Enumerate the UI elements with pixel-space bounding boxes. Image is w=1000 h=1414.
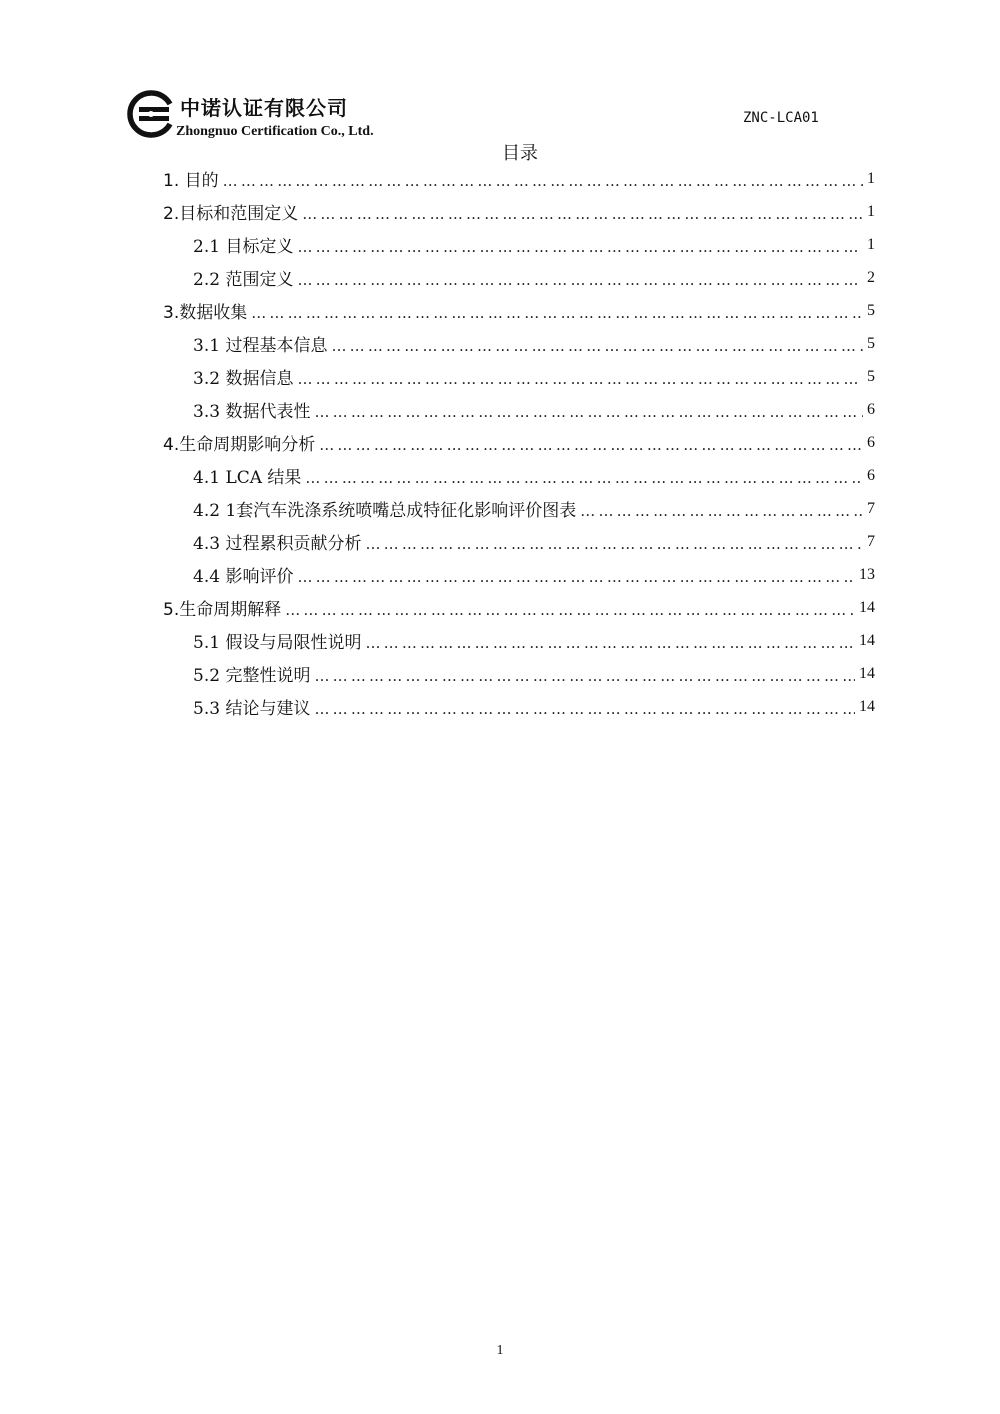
- toc-entry-page: 6: [867, 466, 875, 484]
- toc-entry[interactable]: [163, 525, 875, 558]
- toc-entry-page: 14: [859, 631, 875, 649]
- toc-entry-label: 5.2 完整性说明: [193, 666, 311, 686]
- toc-entry[interactable]: [163, 459, 875, 492]
- toc-entry-page: 5: [867, 334, 875, 352]
- toc-leader-dots: [365, 634, 855, 652]
- toc-entry[interactable]: [163, 261, 875, 294]
- toc-entry-page: 1: [867, 235, 875, 253]
- table-of-contents: [163, 162, 875, 723]
- document-code: ZNC-LCA01: [743, 110, 819, 126]
- toc-entry-page: 5: [867, 367, 875, 385]
- toc-entry-label: 3.数据收集: [163, 303, 248, 323]
- toc-leader-dots: [305, 469, 863, 487]
- toc-entry-page: 6: [867, 400, 875, 418]
- company-name-en: Zhongnuo Certification Co., Ltd.: [176, 124, 374, 139]
- toc-entry-page: 14: [859, 598, 875, 616]
- toc-entry[interactable]: [163, 690, 875, 723]
- toc-entry[interactable]: [163, 393, 875, 426]
- toc-entry[interactable]: [163, 426, 875, 459]
- toc-entry-label: 3.3 数据代表性: [193, 402, 311, 422]
- toc-leader-dots: [580, 502, 863, 520]
- toc-entry[interactable]: [163, 657, 875, 690]
- toc-entry[interactable]: [163, 294, 875, 327]
- toc-entry-label: 4.4 影响评价: [193, 567, 294, 587]
- toc-entry-label: 2.1 目标定义: [193, 237, 294, 257]
- toc-entry-label: 3.2 数据信息: [193, 369, 294, 389]
- toc-entry-label: 5.3 结论与建议: [193, 699, 311, 719]
- toc-entry-page: 14: [859, 664, 875, 682]
- toc-entry[interactable]: [163, 558, 875, 591]
- toc-entry-label: 3.1 过程基本信息: [193, 336, 328, 356]
- toc-entry-label: 5.1 假设与局限性说明: [193, 633, 362, 653]
- toc-leader-dots: [365, 535, 863, 553]
- toc-entry[interactable]: [163, 162, 875, 195]
- toc-leader-dots: [297, 271, 863, 289]
- toc-entry-page: 6: [867, 433, 875, 451]
- toc-entry-label: 2.2 范围定义: [193, 270, 294, 290]
- toc-entry-label: 1. 目的: [163, 171, 219, 191]
- toc-entry[interactable]: [163, 360, 875, 393]
- toc-entry-label: 4.生命周期影响分析: [163, 435, 316, 455]
- toc-entry[interactable]: [163, 591, 875, 624]
- toc-leader-dots: [302, 205, 863, 223]
- toc-leader-dots: [285, 601, 855, 619]
- toc-entry-label: 2.目标和范围定义: [163, 204, 299, 224]
- toc-title: 目录: [502, 143, 538, 164]
- toc-entry-page: 13: [859, 565, 875, 583]
- toc-leader-dots: [319, 436, 863, 454]
- toc-entry[interactable]: [163, 195, 875, 228]
- toc-leader-dots: [314, 667, 855, 685]
- toc-entry[interactable]: [163, 624, 875, 657]
- toc-leader-dots: [331, 337, 863, 355]
- toc-entry[interactable]: [163, 228, 875, 261]
- toc-leader-dots: [251, 304, 863, 322]
- toc-leader-dots: [297, 238, 863, 256]
- toc-leader-dots: [314, 403, 863, 421]
- toc-leader-dots: [297, 568, 855, 586]
- toc-entry-page: 14: [859, 697, 875, 715]
- toc-entry[interactable]: [163, 492, 875, 525]
- toc-leader-dots: [314, 700, 855, 718]
- toc-entry-label: 5.生命周期解释: [163, 600, 282, 620]
- toc-leader-dots: [223, 172, 863, 190]
- toc-leader-dots: [297, 370, 863, 388]
- toc-entry-label: 4.1 LCA 结果: [193, 468, 302, 488]
- toc-entry-label: 4.3 过程累积贡献分析: [193, 534, 362, 554]
- toc-entry-page: 2: [867, 268, 875, 286]
- toc-entry-page: 7: [867, 499, 875, 517]
- toc-entry-label: 4.2 1套汽车洗涤系统喷嘴总成特征化影响评价图表: [193, 501, 577, 521]
- page-number: 1: [496, 1343, 504, 1358]
- toc-entry-page: 7: [867, 532, 875, 550]
- zhongnuo-logo-icon: [127, 90, 175, 138]
- toc-entry[interactable]: [163, 327, 875, 360]
- toc-entry-page: 1: [867, 202, 875, 220]
- toc-entry-page: 1: [867, 169, 875, 187]
- company-name-cn: 中诺认证有限公司: [180, 96, 348, 120]
- toc-entry-page: 5: [867, 301, 875, 319]
